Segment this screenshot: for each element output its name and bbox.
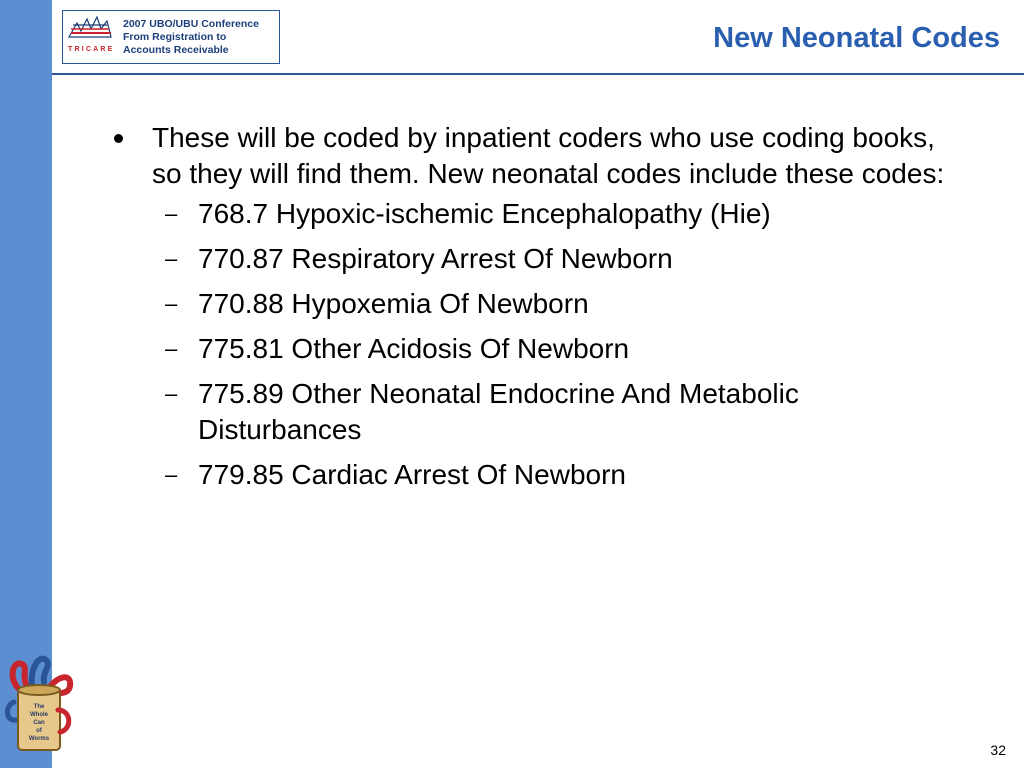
worms-line-5: Worms: [28, 736, 50, 742]
code-text: 770.88 Hypoxemia Of Newborn: [198, 288, 589, 319]
dash-icon: –: [165, 201, 178, 226]
list-item: [110, 196, 958, 232]
header-divider: [52, 73, 1024, 75]
logo-line-2: From Registration to: [123, 30, 227, 43]
worms-line-4: of: [36, 728, 42, 734]
conference-logo: [62, 10, 280, 64]
worms-line-3: Can: [33, 720, 45, 726]
logo-line-1: 2007 UBO/UBU Conference: [123, 17, 259, 30]
code-list: [110, 196, 990, 493]
slide-title: New Neonatal Codes: [713, 22, 1000, 54]
list-item: [110, 241, 958, 277]
conference-logo-text: [121, 18, 259, 57]
code-text: 775.89 Other Neonatal Endocrine And Metabolic Disturbances: [198, 378, 799, 445]
tricare-logo-icon: [63, 11, 121, 63]
tricare-text: TRICARE: [68, 46, 115, 53]
page-number: 32: [990, 742, 1006, 758]
dash-icon: –: [165, 291, 178, 316]
code-text: 775.81 Other Acidosis Of Newborn: [198, 333, 630, 364]
worms-line-1: The: [33, 704, 45, 710]
list-item: [110, 457, 958, 493]
dash-icon: –: [165, 246, 178, 271]
code-text: 779.85 Cardiac Arrest Of Newborn: [198, 459, 626, 490]
bullet-dot-icon: [114, 134, 123, 143]
slide-content: [110, 120, 990, 502]
code-text: 770.87 Respiratory Arrest Of Newborn: [198, 243, 673, 274]
can-of-worms-logo-icon: [2, 650, 78, 758]
dash-icon: –: [165, 462, 178, 487]
worms-line-2: Whole: [30, 712, 48, 718]
logo-line-3: Accounts Receivable: [123, 43, 229, 56]
list-item: [110, 286, 958, 322]
dash-icon: –: [165, 381, 178, 406]
list-item: [110, 376, 958, 448]
code-text: 768.7 Hypoxic-ischemic Encephalopathy (Hie): [198, 198, 771, 229]
dash-icon: –: [165, 336, 178, 361]
list-item: [110, 331, 958, 367]
main-bullet: [110, 120, 952, 192]
main-bullet-text: These will be coded by inpatient coders who use coding books, so they will find them. New neonatal codes include these codes:: [152, 122, 945, 189]
